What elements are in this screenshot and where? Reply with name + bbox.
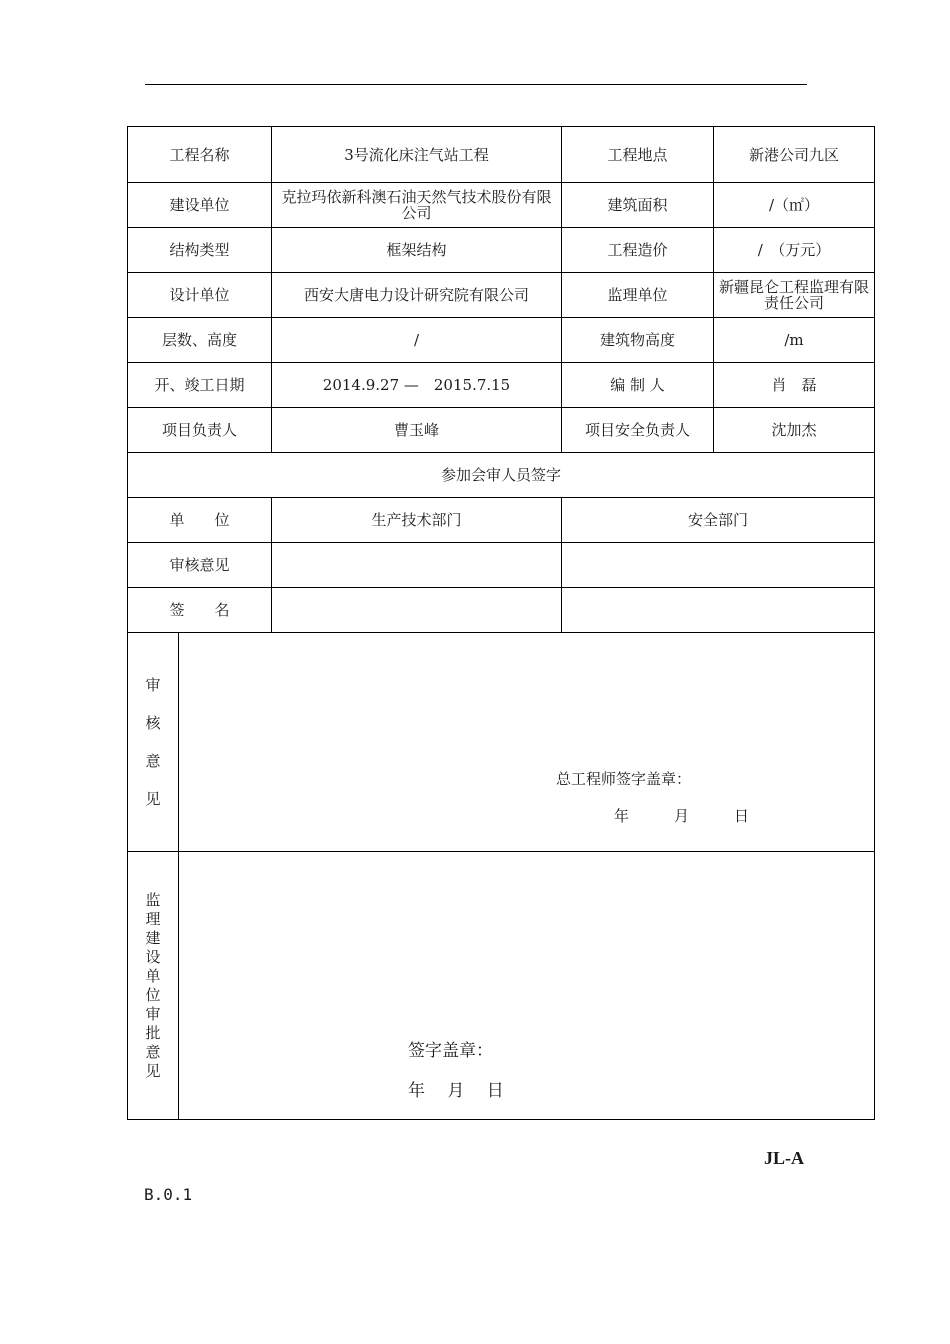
supervisor-label: 监理单位 — [562, 273, 714, 318]
approval-char: 批 — [145, 1023, 161, 1042]
unit-label: 单 位 — [128, 498, 272, 543]
approval-char: 设 — [145, 947, 161, 966]
approval-char: 建 — [145, 928, 161, 947]
approval-char: 位 — [145, 985, 161, 1004]
dates-label: 开、竣工日期 — [128, 363, 272, 408]
builder-label: 建设单位 — [128, 183, 272, 228]
review-vertical-label — [128, 633, 179, 852]
row-floors — [128, 318, 875, 363]
building-height-label: 建筑物高度 — [562, 318, 714, 363]
row-project-name — [128, 127, 875, 183]
cost-value: / （万元） — [714, 228, 875, 273]
supervisor-value: 新疆昆仑工程监理有限责任公司 — [714, 273, 875, 318]
safety-label: 项目安全负责人 — [562, 408, 714, 453]
approval-area[interactable] — [179, 852, 875, 1120]
row-pm — [128, 408, 875, 453]
designer-value: 西安大唐电力设计研究院有限公司 — [272, 273, 562, 318]
row-structure — [128, 228, 875, 273]
opinion-label: 审核意见 — [128, 543, 272, 588]
form-code-jl: JL-A — [764, 1148, 804, 1168]
row-sign — [128, 588, 875, 633]
floors-label: 层数、高度 — [128, 318, 272, 363]
approval-char: 意 — [145, 1042, 161, 1061]
floor-area-value: /（㎡） — [714, 183, 875, 228]
sign-safety-field[interactable] — [562, 588, 875, 633]
review-char: 核 — [145, 714, 161, 732]
approval-date-line: 年 月 日 — [408, 1081, 504, 1101]
row-designer — [128, 273, 875, 318]
form-code-b: B.0.1 — [144, 1185, 193, 1204]
compiler-value: 肖 磊 — [714, 363, 875, 408]
project-name-value: 3号流化床注气站工程 — [272, 127, 562, 183]
approval-char: 理 — [145, 909, 161, 928]
project-name-label: 工程名称 — [128, 127, 272, 183]
sign-tech-field[interactable] — [272, 588, 562, 633]
designer-label: 设计单位 — [128, 273, 272, 318]
dept-tech: 生产技术部门 — [272, 498, 562, 543]
structure-value: 框架结构 — [272, 228, 562, 273]
structure-label: 结构类型 — [128, 228, 272, 273]
floors-value: / — [272, 318, 562, 363]
row-opinion — [128, 543, 875, 588]
review-char: 审 — [145, 676, 161, 694]
pm-value: 曹玉峰 — [272, 408, 562, 453]
safety-value: 沈加杰 — [714, 408, 875, 453]
dept-safety: 安全部门 — [562, 498, 875, 543]
builder-value: 克拉玛依新科澳石油天然气技术股份有限公司 — [272, 183, 562, 228]
compiler-label: 编 制 人 — [562, 363, 714, 408]
approval-vertical-label — [128, 852, 179, 1120]
project-location-label: 工程地点 — [562, 127, 714, 183]
row-units — [128, 498, 875, 543]
opinion-safety-field[interactable] — [562, 543, 875, 588]
review-char: 意 — [145, 752, 161, 770]
dates-value: 2014.9.27 — 2015.7.15 — [272, 363, 562, 408]
row-signing-header — [128, 453, 875, 498]
opinion-tech-field[interactable] — [272, 543, 562, 588]
row-review — [128, 633, 875, 852]
review-char: 见 — [145, 790, 161, 808]
approval-char: 审 — [145, 1004, 161, 1023]
floor-area-label: 建筑面积 — [562, 183, 714, 228]
project-review-form — [127, 126, 875, 1120]
row-approval — [128, 852, 875, 1120]
review-date-line: 年 月 日 — [614, 807, 750, 825]
building-height-value: /m — [714, 318, 875, 363]
pm-label: 项目负责人 — [128, 408, 272, 453]
chief-engineer-sign: 总工程师签字盖章： — [556, 770, 692, 788]
row-dates — [128, 363, 875, 408]
header-rule — [145, 84, 807, 85]
row-builder — [128, 183, 875, 228]
approval-char: 监 — [145, 890, 161, 909]
project-location-value: 新港公司九区 — [714, 127, 875, 183]
approval-char: 单 — [145, 966, 161, 985]
signing-header: 参加会审人员签字 — [128, 453, 875, 498]
review-area[interactable] — [179, 633, 875, 852]
approval-char: 见 — [145, 1061, 161, 1080]
sign-label: 签 名 — [128, 588, 272, 633]
seal-sign: 签字盖章： — [408, 1041, 493, 1061]
cost-label: 工程造价 — [562, 228, 714, 273]
